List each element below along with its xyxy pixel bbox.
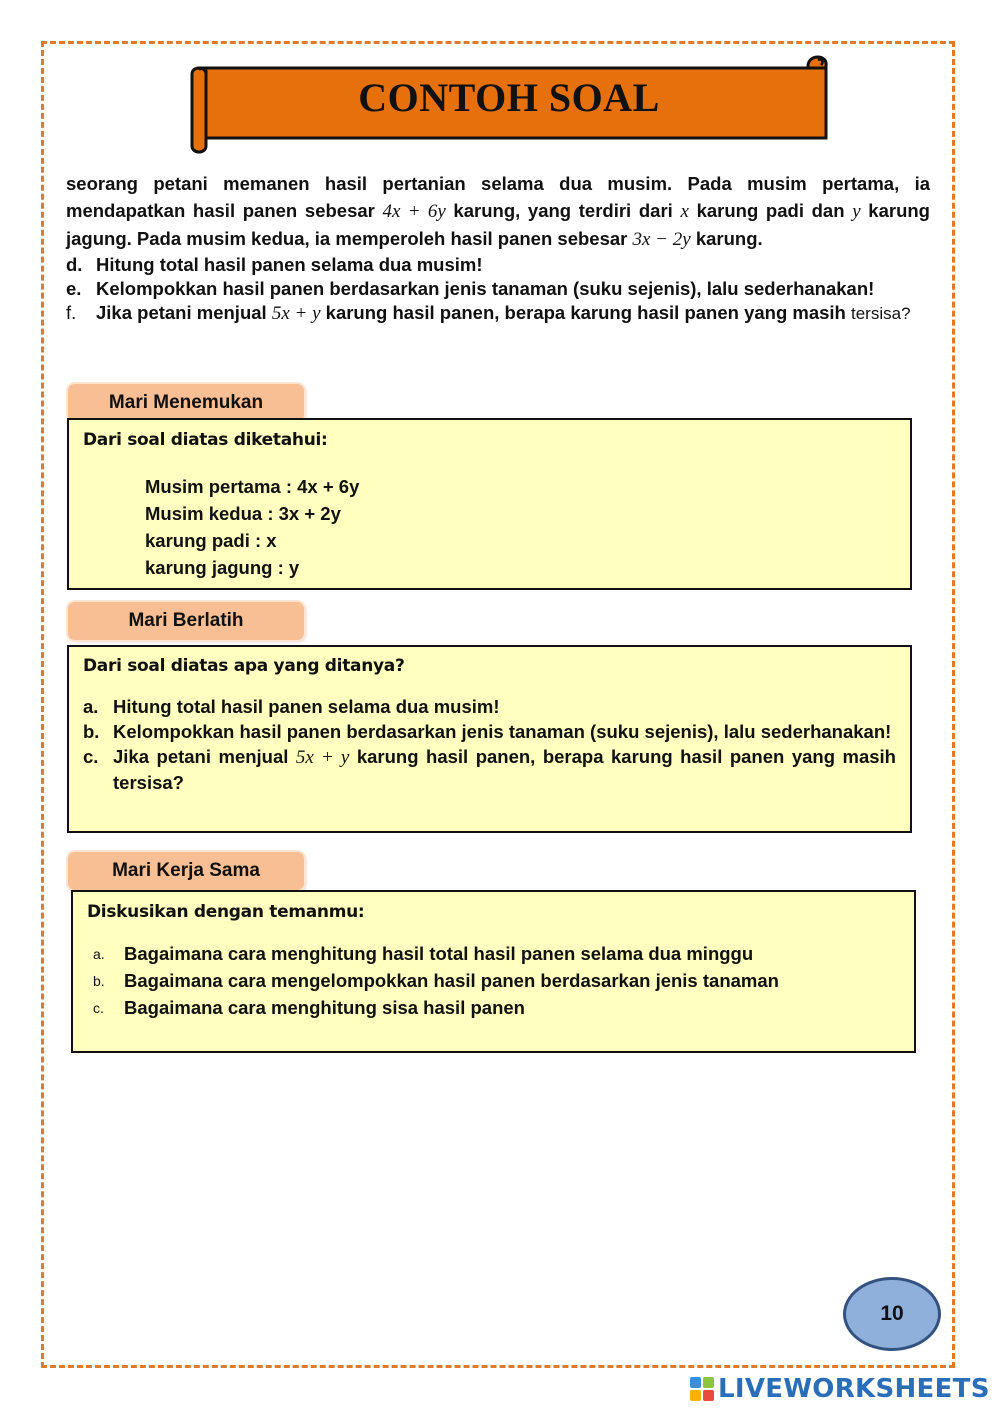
known-item: Musim kedua : 3x + 2y: [145, 503, 341, 524]
list-marker: d.: [66, 254, 83, 275]
known-list: [145, 473, 910, 581]
known-item: karung padi : x: [145, 530, 277, 551]
math-variable-y: y: [852, 201, 861, 222]
list-item: [83, 694, 896, 719]
item-text: Jika petani menjual: [113, 746, 296, 767]
list-item: [66, 277, 930, 301]
math-expression: 5x + y: [295, 747, 350, 768]
known-item: Musim pertama : 4x + 6y: [145, 476, 360, 497]
discussion-box: [71, 890, 916, 1053]
item-text: Bagaimana cara mengelompokkan hasil panen berdasarkan jenis tanaman: [124, 970, 779, 991]
question-text: Hitung total hasil panen selama dua musim!: [96, 254, 483, 275]
list-marker: b.: [93, 973, 105, 989]
asked-list: [83, 694, 896, 795]
list-marker: a.: [83, 696, 99, 717]
intro-text-2: karung, yang terdiri dari: [445, 200, 681, 221]
list-item: [87, 994, 900, 1021]
intro-text-5: karung.: [690, 228, 763, 249]
list-marker: f.: [66, 302, 77, 323]
list-marker: b.: [83, 721, 100, 742]
tab-mari-menemukan: Mari Menemukan: [68, 384, 304, 422]
box-heading: Diskusikan dengan temanmu:: [87, 902, 365, 922]
item-text: Bagaimana cara menghitung hasil total hasil panen selama dua minggu: [124, 943, 754, 964]
box-heading: Dari soal diatas diketahui:: [83, 430, 328, 450]
watermark-text: LIVEWORKSHEETS: [718, 1374, 990, 1404]
intro-text-4: karung jagung. Pada musim kedua, ia memperoleh hasil panen sebesar: [66, 200, 930, 249]
known-info-box: [67, 418, 912, 590]
known-item: karung jagung : y: [145, 557, 300, 578]
list-marker: a.: [93, 946, 105, 962]
box-heading: Dari soal diatas apa yang ditanya?: [83, 656, 405, 676]
intro-text-1: seorang petani memanen hasil pertanian selama dua musim. Pada musim pertama, ia mendapatkan hasil panen sebesar: [66, 173, 930, 221]
question-list: [66, 253, 930, 326]
discussion-list: [87, 940, 900, 1021]
item-text: karung hasil panen, berapa karung hasil panen yang masih tersisa?: [113, 746, 896, 793]
item-text: Bagaimana cara menghitung sisa hasil panen: [124, 997, 525, 1018]
tab-mari-kerja-sama: Mari Kerja Sama: [68, 852, 304, 890]
list-item: [83, 744, 896, 795]
question-text-tail: tersisa?: [851, 304, 911, 323]
page-number: 10: [843, 1277, 941, 1351]
tab-mari-berlatih: Mari Berlatih: [68, 602, 304, 640]
question-text: Kelompokkan hasil panen berdasarkan jenis tanaman (suku sejenis), lalu sederhanakan!: [96, 278, 875, 299]
title-banner: [188, 52, 830, 156]
question-text: karung hasil panen, berapa karung hasil panen yang masih: [320, 302, 851, 323]
list-item: [83, 719, 896, 744]
liveworksheets-logo-icon: [690, 1377, 714, 1401]
list-item: [87, 940, 900, 967]
list-marker: c.: [83, 746, 99, 767]
item-text: Hitung total hasil panen selama dua musim!: [113, 696, 500, 717]
intro-text-3: karung padi dan: [688, 200, 853, 221]
list-marker: e.: [66, 278, 82, 299]
problem-statement: [66, 170, 930, 326]
list-marker: c.: [93, 1000, 104, 1016]
page-title: CONTOH SOAL: [358, 75, 660, 120]
math-expression: 3x − 2y: [632, 229, 691, 250]
item-text: Kelompokkan hasil panen berdasarkan jenis tanaman (suku sejenis), lalu sederhanakan!: [113, 721, 892, 742]
asked-box: [67, 645, 912, 833]
liveworksheets-watermark: [690, 1374, 990, 1404]
list-item: [66, 253, 930, 277]
math-expression: 4x + 6y: [382, 201, 446, 222]
list-item: [87, 967, 900, 994]
question-text: Jika petani menjual: [96, 302, 272, 323]
intro-paragraph: [66, 170, 930, 253]
math-expression: 5x + y: [271, 303, 321, 324]
list-item: [66, 301, 930, 326]
math-variable-x: x: [680, 201, 689, 222]
